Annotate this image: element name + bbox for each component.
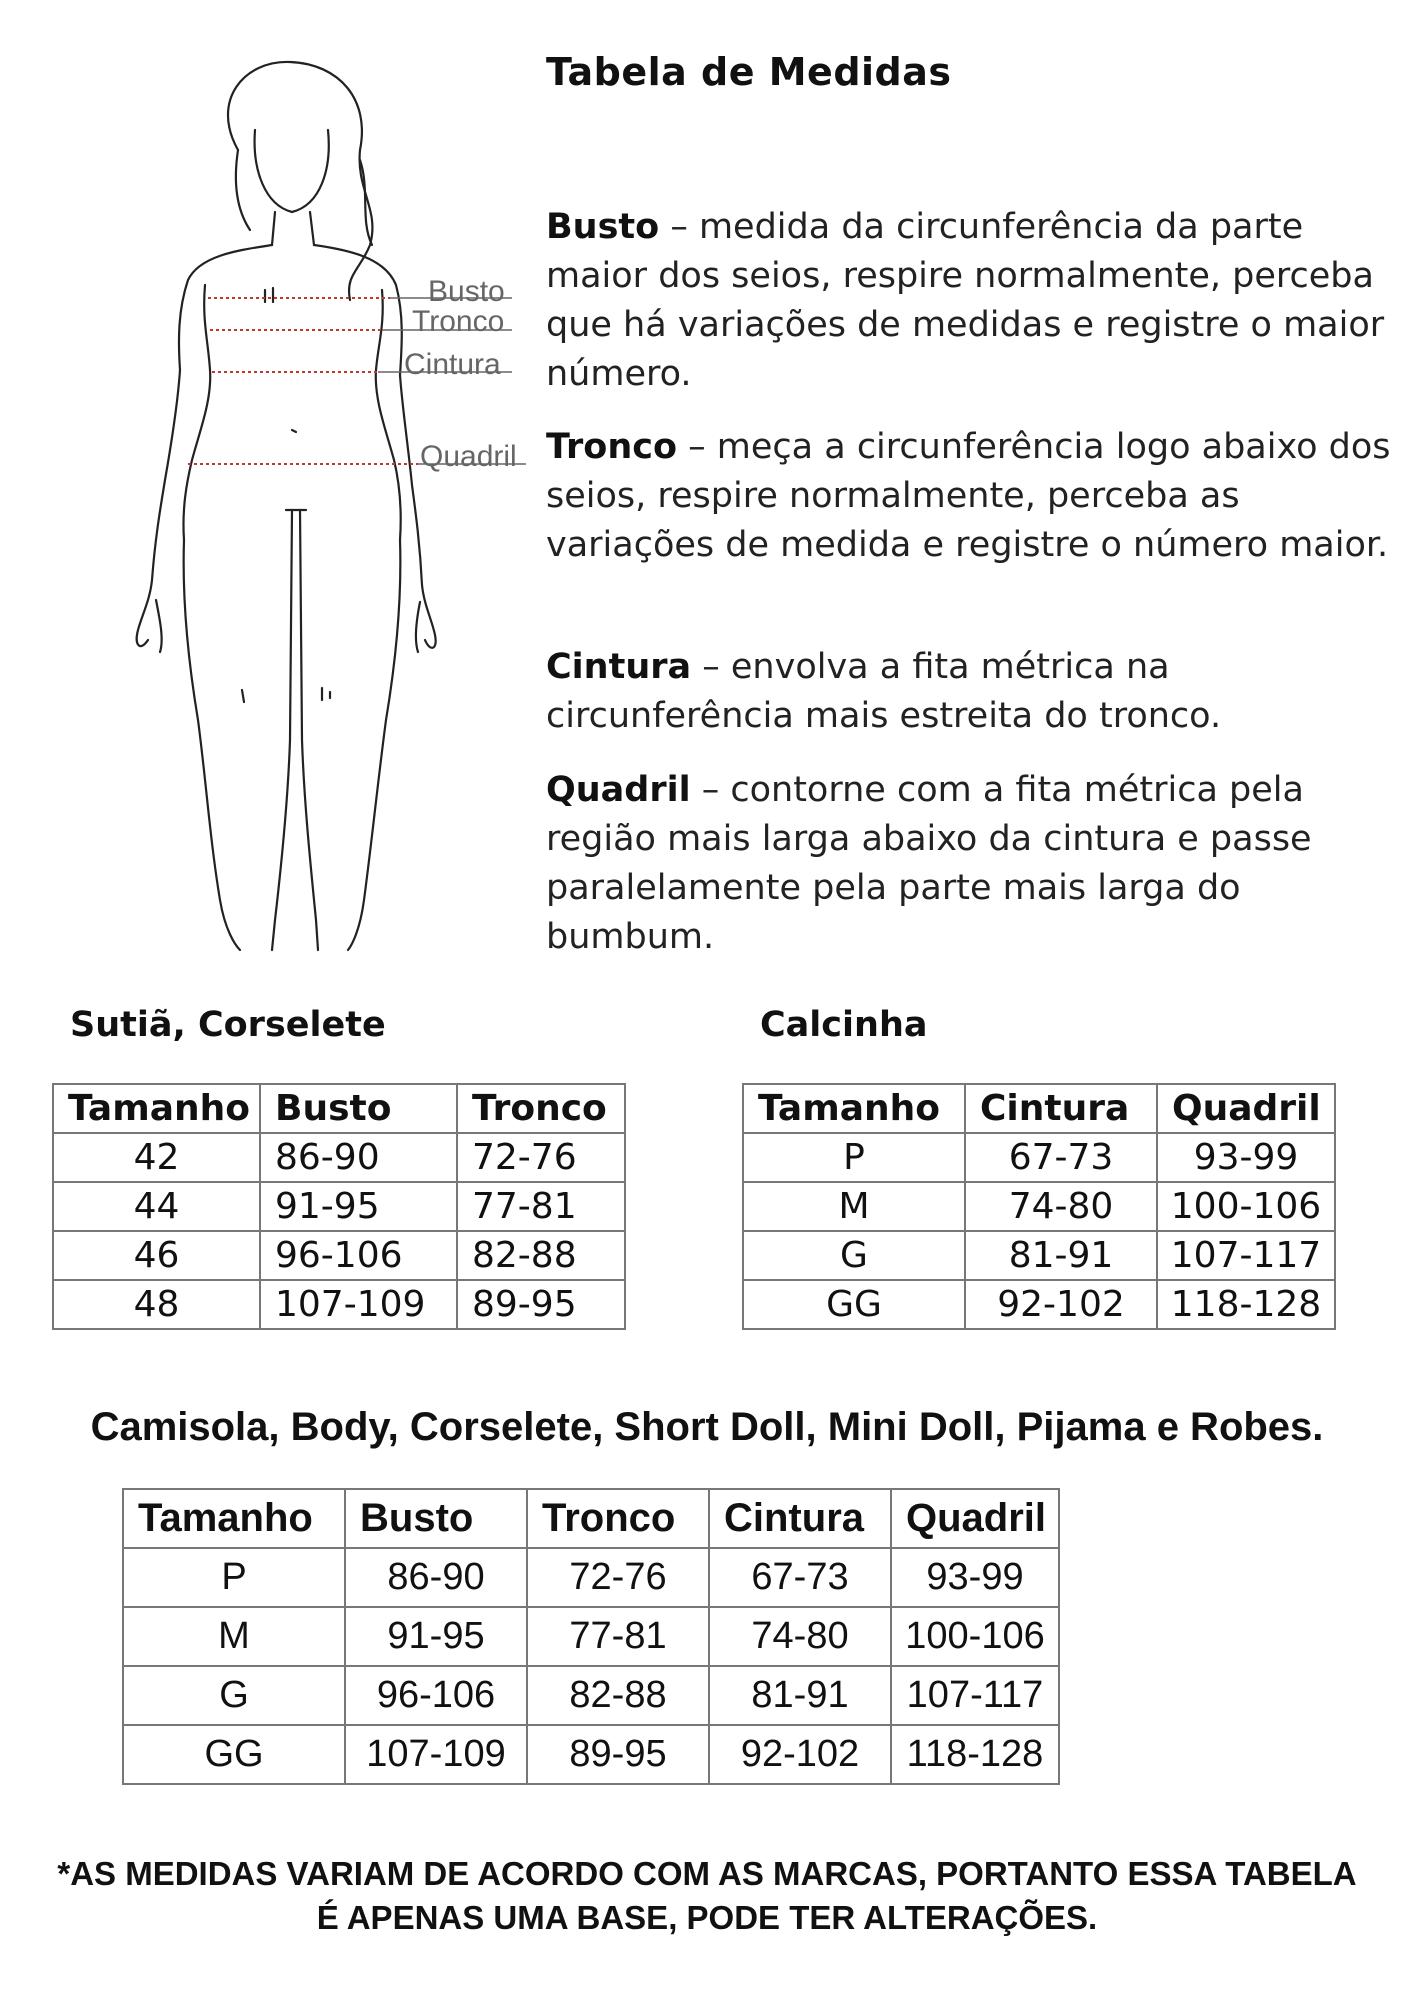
- table-cell: 100-106: [891, 1607, 1059, 1666]
- table-cell: 107-117: [1157, 1231, 1335, 1280]
- column-header: Tronco: [457, 1084, 625, 1133]
- table-cell: 77-81: [457, 1182, 625, 1231]
- body-outline-drawing: [60, 40, 540, 970]
- table-cell: 42: [53, 1133, 260, 1182]
- table-cell: 82-88: [527, 1666, 709, 1725]
- table-cell: 91-95: [345, 1607, 527, 1666]
- definition-text: – envolva a fita métrica na circunferência mais estreita do tronco.: [546, 647, 1222, 736]
- table-row: [123, 1725, 1059, 1784]
- table-row: [123, 1548, 1059, 1607]
- size-table-sutia: [52, 1083, 626, 1330]
- disclaimer-note: [40, 1852, 1374, 1940]
- table-row: [53, 1280, 625, 1329]
- table-cell: 81-91: [709, 1666, 891, 1725]
- definition-quadril: [546, 766, 1396, 962]
- figure-label-cintura: Cintura: [404, 348, 501, 381]
- table-cell: 118-128: [891, 1725, 1059, 1784]
- table-cell: 118-128: [1157, 1280, 1335, 1329]
- column-header: Tamanho: [53, 1084, 260, 1133]
- section-title-camisola: Camisola, Body, Corselete, Short Doll, Mini Doll, Pijama e Robes.: [90, 1405, 1324, 1449]
- table-row: [743, 1231, 1335, 1280]
- definition-tronco: [546, 423, 1396, 570]
- table-header-row: [743, 1084, 1335, 1133]
- figure-label-busto: Busto: [428, 275, 505, 308]
- figure-label-quadril: Quadril: [420, 440, 517, 473]
- table-cell: 93-99: [1157, 1133, 1335, 1182]
- table-cell: 81-91: [965, 1231, 1157, 1280]
- table-row: [123, 1607, 1059, 1666]
- table-row: [123, 1666, 1059, 1725]
- definition-term: Quadril: [546, 770, 691, 810]
- table-cell: 72-76: [527, 1548, 709, 1607]
- table-cell: 48: [53, 1280, 260, 1329]
- definition-term: Busto: [546, 207, 660, 247]
- table-cell: 77-81: [527, 1607, 709, 1666]
- section-title-sutia: Sutiã, Corselete: [70, 1005, 386, 1045]
- table-cell: G: [123, 1666, 345, 1725]
- definition-text: – medida da circunferência da parte maior dos seios, respire normalmente, perceba que há variações de medidas e registre o maior número.: [546, 207, 1385, 394]
- column-header: Tamanho: [743, 1084, 965, 1133]
- disclaimer-line-2: É APENAS UMA BASE, PODE TER ALTERAÇÕES.: [316, 1899, 1098, 1936]
- table-cell: 93-99: [891, 1548, 1059, 1607]
- table-cell: 96-106: [345, 1666, 527, 1725]
- table-cell: 100-106: [1157, 1182, 1335, 1231]
- table-cell: M: [123, 1607, 345, 1666]
- section-title-calcinha: Calcinha: [760, 1005, 928, 1045]
- table-cell: 74-80: [965, 1182, 1157, 1231]
- definition-text: – meça a circunferência logo abaixo dos seios, respire normalmente, perceba as variações de medida e registre o número maior.: [546, 427, 1391, 565]
- table-cell: 67-73: [965, 1133, 1157, 1182]
- table-cell: 92-102: [709, 1725, 891, 1784]
- table-header-row: [53, 1084, 625, 1133]
- table-cell: GG: [123, 1725, 345, 1784]
- column-header: Busto: [345, 1489, 527, 1548]
- table-row: [53, 1133, 625, 1182]
- table-cell: 92-102: [965, 1280, 1157, 1329]
- table-cell: 67-73: [709, 1548, 891, 1607]
- table-cell: P: [123, 1548, 345, 1607]
- column-header: Tamanho: [123, 1489, 345, 1548]
- table-cell: 89-95: [457, 1280, 625, 1329]
- table-cell: 86-90: [345, 1548, 527, 1607]
- column-header: Quadril: [891, 1489, 1059, 1548]
- body-figure-illustration: [60, 40, 540, 970]
- definition-cintura: [546, 643, 1396, 741]
- table-cell: 86-90: [260, 1133, 457, 1182]
- disclaimer-line-1: *AS MEDIDAS VARIAM DE ACORDO COM AS MARCAS, PORTANTO ESSA TABELA: [57, 1855, 1357, 1892]
- table-cell: 46: [53, 1231, 260, 1280]
- page-title: Tabela de Medidas: [546, 50, 952, 94]
- table-cell: GG: [743, 1280, 965, 1329]
- table-cell: 107-109: [260, 1280, 457, 1329]
- table-cell: 91-95: [260, 1182, 457, 1231]
- table-row: [743, 1280, 1335, 1329]
- definition-busto: [546, 203, 1396, 399]
- definition-term: Tronco: [546, 427, 678, 467]
- definition-text: – contorne com a fita métrica pela região mais larga abaixo da cintura e passe paralelamente pela parte mais larga do bumbum.: [546, 770, 1312, 957]
- table-cell: 72-76: [457, 1133, 625, 1182]
- table-header-row: [123, 1489, 1059, 1548]
- table-cell: 44: [53, 1182, 260, 1231]
- table-row: [743, 1133, 1335, 1182]
- column-header: Cintura: [709, 1489, 891, 1548]
- table-row: [53, 1231, 625, 1280]
- column-header: Tronco: [527, 1489, 709, 1548]
- column-header: Busto: [260, 1084, 457, 1133]
- table-cell: G: [743, 1231, 965, 1280]
- table-cell: 96-106: [260, 1231, 457, 1280]
- table-cell: 107-109: [345, 1725, 527, 1784]
- table-cell: 82-88: [457, 1231, 625, 1280]
- table-cell: M: [743, 1182, 965, 1231]
- column-header: Cintura: [965, 1084, 1157, 1133]
- definition-term: Cintura: [546, 647, 692, 687]
- size-table-camisola: [122, 1488, 1060, 1785]
- table-cell: 107-117: [891, 1666, 1059, 1725]
- figure-label-tronco: Tronco: [412, 305, 505, 338]
- table-cell: 89-95: [527, 1725, 709, 1784]
- table-row: [743, 1182, 1335, 1231]
- column-header: Quadril: [1157, 1084, 1335, 1133]
- table-cell: 74-80: [709, 1607, 891, 1666]
- table-row: [53, 1182, 625, 1231]
- size-table-calcinha: [742, 1083, 1336, 1330]
- table-cell: P: [743, 1133, 965, 1182]
